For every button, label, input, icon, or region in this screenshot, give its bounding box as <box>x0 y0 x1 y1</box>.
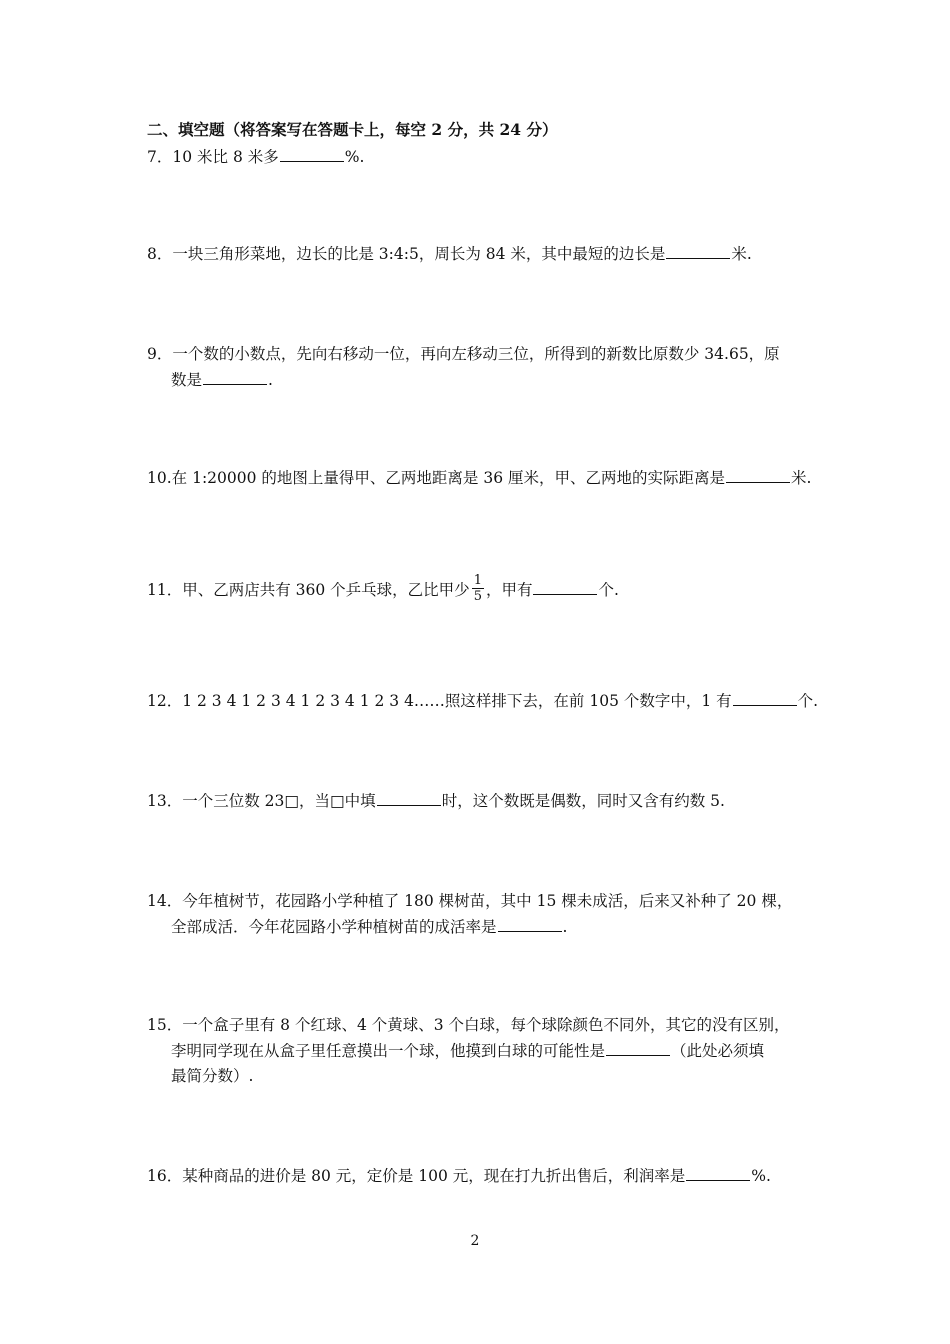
question-number: 9． <box>147 345 173 363</box>
question-14-cont <box>171 917 567 937</box>
question-text: 今年植树节，花园路小学种植了 180 棵树苗，其中 15 棵未成活，后来又补种了 20 棵， <box>182 892 793 910</box>
question-text: 全部成活．今年花园路小学种植树苗的成活率是 <box>171 918 497 936</box>
answer-blank[interactable] <box>280 147 344 162</box>
question-14 <box>147 891 792 911</box>
question-text: 某种商品的进价是 80 元，定价是 100 元，现在打九折出售后，利润率是 <box>182 1167 686 1185</box>
question-number: 8． <box>147 245 173 263</box>
question-text: 一个三位数 23□，当□中填 <box>182 792 376 810</box>
question-11 <box>147 572 619 608</box>
question-text: 一块三角形菜地，边长的比是 3:4:5，周长为 84 米，其中最短的边长是 <box>172 245 666 263</box>
question-text: 一个盒子里有 8 个红球、4 个黄球、3 个白球，每个球除颜色不同外，其它的没有区别， <box>182 1016 790 1034</box>
question-13 <box>147 791 725 811</box>
answer-blank[interactable] <box>533 580 597 595</box>
question-15-cont <box>171 1041 764 1061</box>
question-15-cont2 <box>171 1066 253 1086</box>
question-15 <box>147 1015 790 1035</box>
answer-blank[interactable] <box>733 691 797 706</box>
question-text-after: 米. <box>731 245 752 263</box>
question-text: 甲、乙两店共有 360 个乒乓球，乙比甲少 <box>182 581 470 599</box>
page-number: 2 <box>470 1233 480 1249</box>
question-text: 1 2 3 4 1 2 3 4 1 2 3 4 1 2 3 4……照这样排下去，在前 105 个数字中，1 有 <box>182 692 732 710</box>
question-12 <box>147 691 818 711</box>
fraction <box>472 573 484 604</box>
question-text: 最简分数）. <box>171 1067 254 1085</box>
question-text: 一个数的小数点，先向右移动一位，再向左移动三位，所得到的新数比原数少 34.65，原 <box>172 345 780 363</box>
answer-blank[interactable] <box>686 1166 750 1181</box>
question-text: 李明同学现在从盒子里任意摸出一个球，他摸到白球的可能性是 <box>171 1042 606 1060</box>
question-text-after: 个. <box>797 692 819 710</box>
question-number: 12． <box>147 692 183 710</box>
question-7 <box>147 147 364 167</box>
question-number: 16． <box>147 1167 183 1185</box>
question-10 <box>147 468 811 488</box>
question-text-middle: ，甲有 <box>485 581 533 599</box>
section-heading: 二、填空题（将答案写在答题卡上，每空 2 分，共 24 分） <box>147 120 558 139</box>
question-text: 数是 <box>171 371 203 389</box>
question-text-after: . <box>268 371 273 389</box>
answer-blank[interactable] <box>377 791 441 806</box>
question-number: 14． <box>147 892 183 910</box>
answer-blank[interactable] <box>726 468 790 483</box>
question-text-after: %. <box>344 148 365 166</box>
question-8 <box>147 244 752 264</box>
question-number: 7． <box>147 148 173 166</box>
question-text-after: 时，这个数既是偶数，同时又含有约数 5. <box>441 792 725 810</box>
answer-blank[interactable] <box>606 1041 670 1056</box>
fraction-numerator: 1 <box>473 572 482 588</box>
answer-blank[interactable] <box>498 917 562 932</box>
fraction-denominator: 5 <box>473 588 482 604</box>
question-text-after: 个. <box>598 581 619 599</box>
question-text-after: . <box>562 918 568 936</box>
question-number: 15． <box>147 1016 183 1034</box>
question-9 <box>147 344 780 364</box>
answer-blank[interactable] <box>203 370 267 385</box>
question-text: 10 米比 8 米多 <box>172 148 279 166</box>
question-text-after: 米. <box>790 469 812 487</box>
question-9-cont <box>171 370 273 390</box>
question-text-after: （此处必须填 <box>671 1042 765 1060</box>
question-text-after: %. <box>751 1167 771 1185</box>
answer-blank[interactable] <box>666 244 730 259</box>
question-number: 10. <box>147 469 172 487</box>
question-number: 11． <box>147 581 183 599</box>
question-number: 13． <box>147 792 183 810</box>
question-text: 在 1:20000 的地图上量得甲、乙两地距离是 36 厘米，甲、乙两地的实际距离是 <box>171 469 725 487</box>
question-16 <box>147 1166 771 1186</box>
